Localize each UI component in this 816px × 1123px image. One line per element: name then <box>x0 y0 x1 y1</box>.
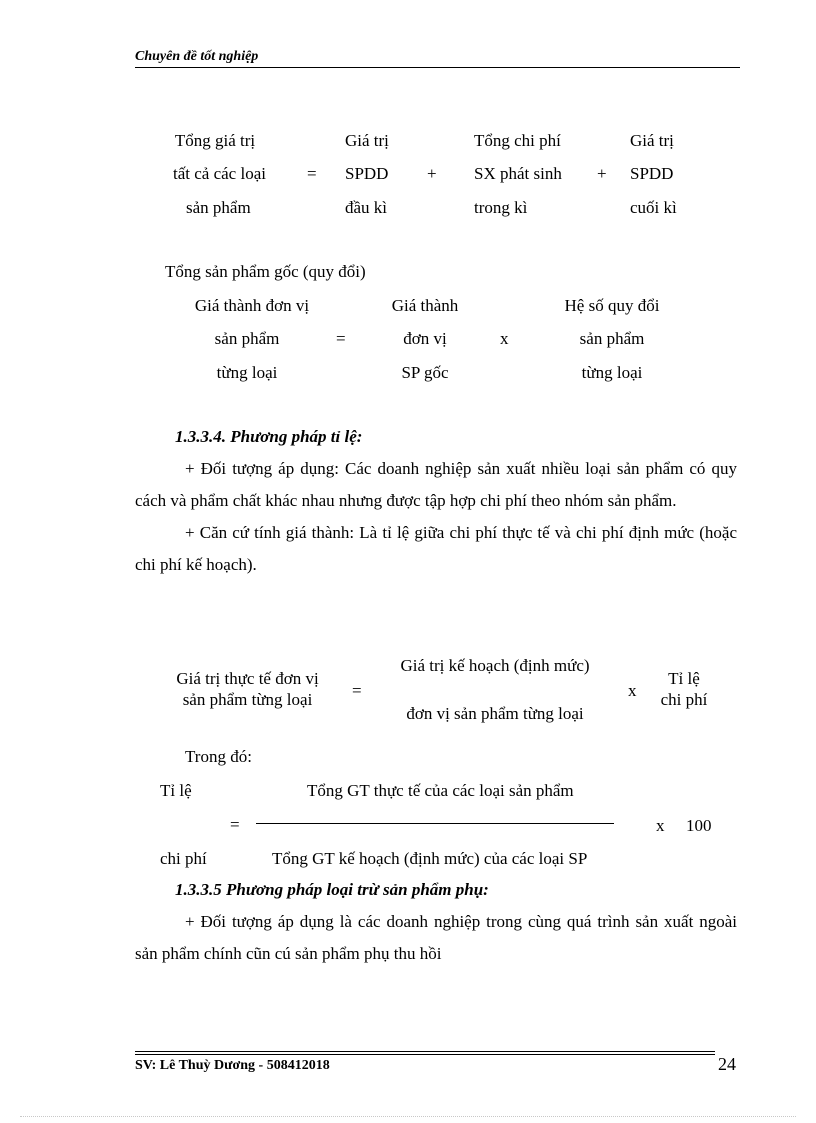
formula2-col2-line2: đơn vị <box>403 329 447 348</box>
formula1-plus2: + <box>597 164 607 183</box>
formula2-col2-line3: SP gốc <box>401 363 449 382</box>
formula4-left-bottom: chi phí <box>160 849 207 868</box>
formula3-left-line1: Giá trị thực tế đơn vị <box>176 669 319 688</box>
formula1-col1-line2: tất cả các loại <box>173 164 266 183</box>
page-header-title: Chuyên đề tốt nghiệp <box>135 49 259 64</box>
formula2-col3-line2: sản phẩm <box>579 329 645 348</box>
formula4-fraction-bar <box>256 823 614 824</box>
formula3-times: x <box>628 681 637 700</box>
formula3-denominator: đơn vị sản phẩm từng loại <box>406 704 584 723</box>
formula4-denominator: Tổng GT kế hoạch (định mức) của các loại SP <box>272 849 588 868</box>
formula1-col4-line1: Giá trị <box>630 131 674 150</box>
formula2-col1-line3: từng loại <box>216 363 278 382</box>
formula2-col1-line1: Giá thành đơn vị <box>194 296 310 315</box>
page-number: 24 <box>718 1054 736 1074</box>
formula1-col4-line2: SPDD <box>630 164 674 183</box>
formula4-factor: 100 <box>686 816 712 835</box>
formula1-col2-line3: đầu kì <box>345 198 388 217</box>
formula2-col1-line2: sản phẩm <box>214 329 280 348</box>
section1-paragraph-2: + Căn cứ tính giá thành: Là tỉ lệ giữa chi phí thực tế và chi phí định mức (hoặc chi phí kế hoạch). <box>135 523 737 574</box>
footer-rule-bottom <box>135 1054 715 1055</box>
formula1-equals: = <box>307 164 317 183</box>
formula1-col2-line2: SPDD <box>345 164 389 183</box>
formula4-times: x <box>656 816 665 835</box>
formula1-col3-line3: trong kì <box>474 198 528 217</box>
section1-paragraph-1: + Đối tượng áp dụng: Các doanh nghiệp sản xuất nhiều loại sản phẩm có quy cách và phẩm chất khác nhau nhưng được tập hợp chi phí theo nhóm sản phẩm. <box>135 459 737 510</box>
formula1-col1-line1: Tổng giá trị <box>174 131 256 150</box>
formula1-col1-line3: sản phẩm <box>186 198 251 217</box>
formula1-col3-line1: Tổng chi phí <box>474 131 561 150</box>
formula4-equals: = <box>230 815 240 834</box>
section-heading-ratio-method: 1.3.3.4. Phương pháp tỉ lệ: <box>175 427 363 446</box>
formula4-numerator: Tổng GT thực tế của các loại sản phẩm <box>307 781 574 800</box>
formula1-col2-line1: Giá trị <box>345 131 389 150</box>
formula3-equals: = <box>352 681 362 700</box>
formula3-right-line1: Tỉ lệ <box>668 669 700 688</box>
formula4-intro: Trong đó: <box>185 747 252 766</box>
formula1-plus1: + <box>427 164 437 183</box>
footer-rule-top <box>135 1051 715 1052</box>
formula2-label: Tổng sản phẩm gốc (quy đổi) <box>165 262 366 281</box>
formula2-times: x <box>500 329 509 348</box>
header-rule <box>135 67 740 68</box>
section-heading-byproduct-method: 1.3.3.5 Phương pháp loại trừ sản phẩm phụ: <box>175 880 489 899</box>
formula1-col4-line3: cuối kì <box>630 198 677 217</box>
formula2-col3-line3: từng loại <box>581 363 643 382</box>
formula4-left-top: Tỉ lệ <box>160 781 192 800</box>
section1-body <box>135 453 737 581</box>
formula3-numerator: Giá trị kế hoạch (định mức) <box>400 656 590 675</box>
formula2-equals: = <box>336 329 346 348</box>
formula3-right-line2: chi phí <box>660 690 708 709</box>
formula2-col2-line1: Giá thành <box>391 296 459 315</box>
formula1-col3-line2: SX phát sinh <box>474 164 562 183</box>
formula2-col3-line1: Hệ số quy đổi <box>564 296 660 315</box>
footer-student: SV: Lê Thuỳ Dương - 508412018 <box>135 1058 330 1073</box>
section2-body <box>135 906 737 970</box>
section2-paragraph-1: + Đối tượng áp dụng là các doanh nghiệp trong cùng quá trình sản xuất ngoài sản phẩm chính cũn cú sản phẩm phụ thu hồi <box>135 912 737 963</box>
page-edge-dots <box>20 1116 796 1117</box>
formula3-left-line2: sản phẩm từng loại <box>182 690 313 709</box>
